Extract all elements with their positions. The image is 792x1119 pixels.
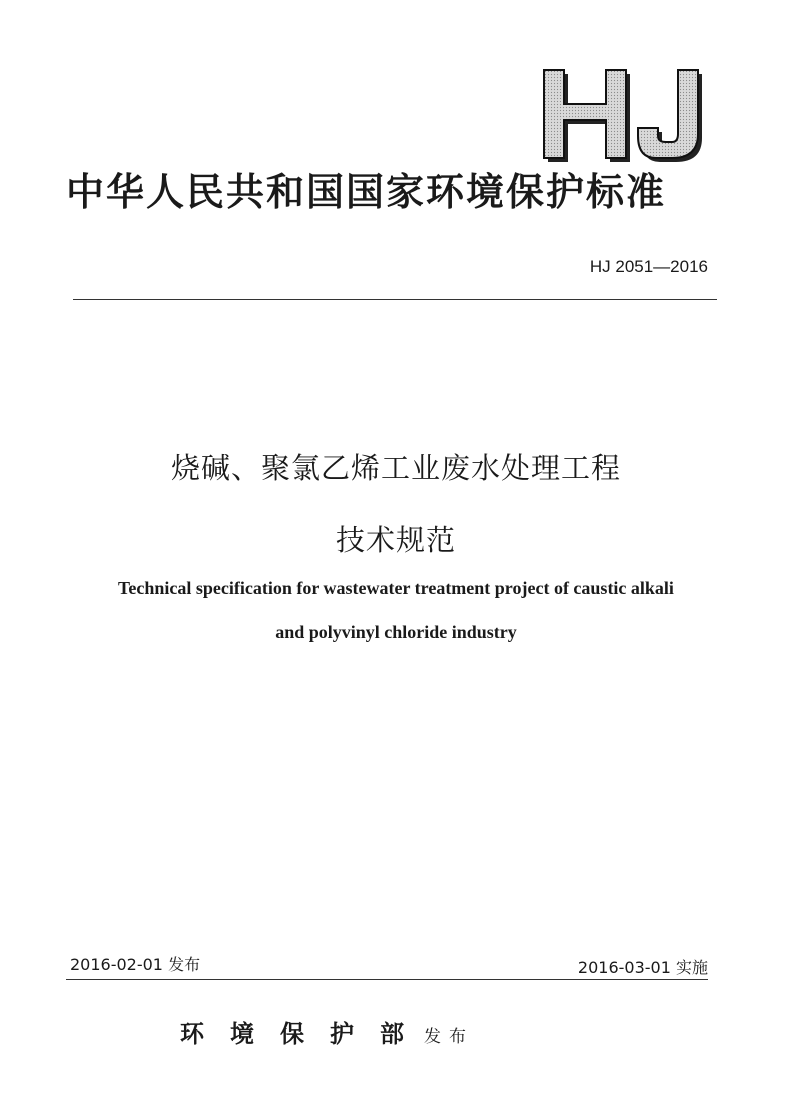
title-chinese-line1: 烧碱、聚氯乙烯工业废水处理工程	[170, 451, 621, 485]
logo-text: HJ	[538, 64, 540, 65]
publish-label: 发布	[424, 1027, 474, 1047]
publisher-line	[180, 1014, 474, 1049]
bottom-divider	[66, 979, 708, 980]
publisher-name: 环境保护部	[180, 1019, 430, 1048]
issue-date: 2016-02-01 发布	[70, 955, 201, 974]
title-english-line1: Technical specification for wastewater treatment project of caustic alkali	[118, 578, 674, 598]
title-english-line2: and polyvinyl chloride industry	[275, 622, 517, 642]
title-chinese-line2: 技术规范	[335, 523, 456, 557]
standard-number: HJ 2051—2016	[589, 257, 708, 276]
effective-date: 2016-03-01 实施	[577, 958, 708, 977]
national-standard-title: 中华人民共和国国家环境保护标准	[66, 170, 667, 214]
hj-logo	[538, 64, 708, 164]
top-divider	[73, 299, 717, 300]
